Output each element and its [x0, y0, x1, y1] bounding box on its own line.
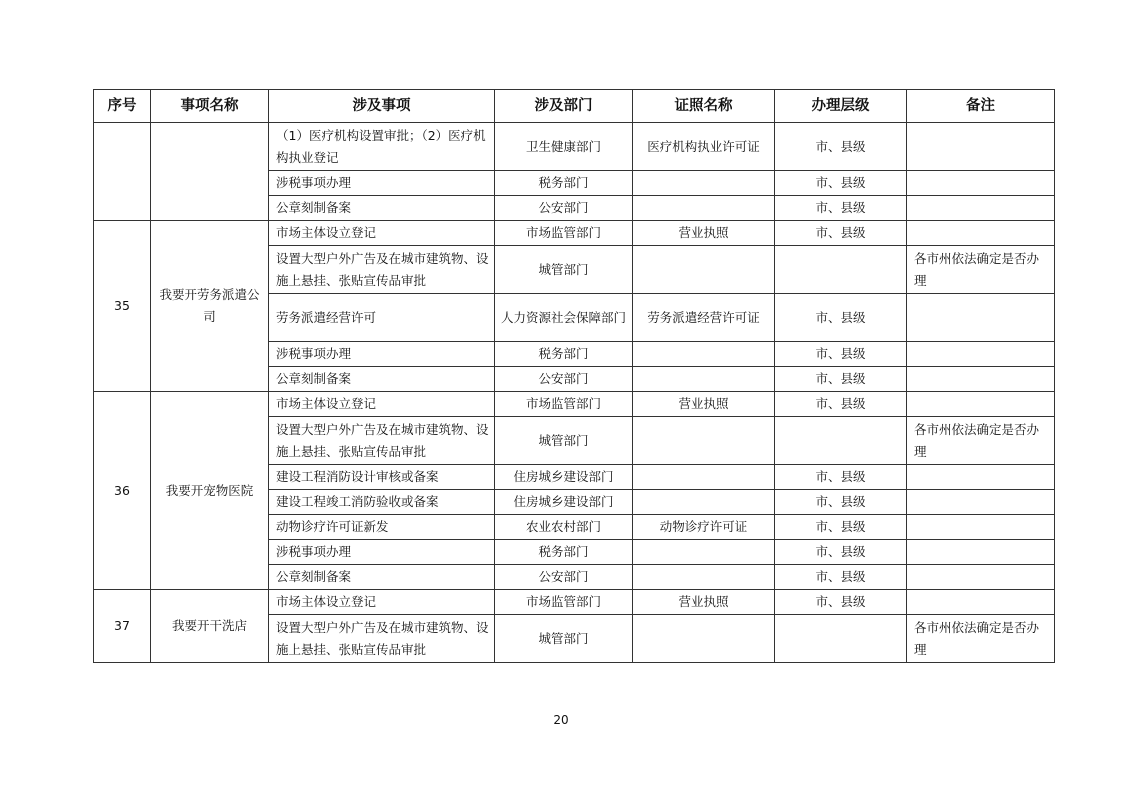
cell-involved-item: 设置大型户外广告及在城市建筑物、设施上悬挂、张贴宣传品审批	[269, 246, 495, 294]
header-matter-name: 事项名称	[151, 90, 269, 123]
cell-level: 市、县级	[775, 123, 907, 171]
cell-level: 市、县级	[775, 342, 907, 367]
cell-matter-name	[151, 123, 269, 221]
cell-level: 市、县级	[775, 196, 907, 221]
cell-matter-name: 我要开干洗店	[151, 590, 269, 663]
cell-department: 公安部门	[495, 367, 633, 392]
cell-level: 市、县级	[775, 171, 907, 196]
cell-involved-item: 动物诊疗许可证新发	[269, 515, 495, 540]
cell-remarks	[907, 123, 1055, 171]
cell-remarks	[907, 294, 1055, 342]
cell-department: 人力资源社会保障部门	[495, 294, 633, 342]
cell-no: 36	[94, 392, 151, 590]
cell-license: 营业执照	[633, 392, 775, 417]
header-department: 涉及部门	[495, 90, 633, 123]
cell-level: 市、县级	[775, 392, 907, 417]
cell-level: 市、县级	[775, 590, 907, 615]
cell-license	[633, 246, 775, 294]
table-row	[94, 221, 1055, 246]
cell-remarks	[907, 490, 1055, 515]
cell-department: 城管部门	[495, 417, 633, 465]
cell-remarks	[907, 171, 1055, 196]
cell-remarks	[907, 540, 1055, 565]
cell-remarks	[907, 342, 1055, 367]
cell-no: 37	[94, 590, 151, 663]
cell-level: 市、县级	[775, 490, 907, 515]
cell-involved-item: 市场主体设立登记	[269, 221, 495, 246]
cell-license	[633, 367, 775, 392]
cell-level: 市、县级	[775, 367, 907, 392]
cell-license	[633, 615, 775, 663]
cell-remarks: 各市州依法确定是否办理	[907, 246, 1055, 294]
cell-license	[633, 465, 775, 490]
cell-license	[633, 417, 775, 465]
cell-level: 市、县级	[775, 565, 907, 590]
cell-remarks	[907, 221, 1055, 246]
cell-department: 城管部门	[495, 615, 633, 663]
header-remarks: 备注	[907, 90, 1055, 123]
cell-remarks	[907, 515, 1055, 540]
table-row	[94, 392, 1055, 417]
cell-level: 市、县级	[775, 515, 907, 540]
cell-remarks	[907, 367, 1055, 392]
page-number: 20	[553, 713, 569, 727]
cell-level: 市、县级	[775, 465, 907, 490]
header-level: 办理层级	[775, 90, 907, 123]
header-license: 证照名称	[633, 90, 775, 123]
cell-license	[633, 565, 775, 590]
cell-involved-item: 涉税事项办理	[269, 540, 495, 565]
header-row	[94, 90, 1055, 123]
cell-license	[633, 490, 775, 515]
cell-remarks	[907, 392, 1055, 417]
cell-involved-item: 公章刻制备案	[269, 367, 495, 392]
cell-department: 市场监管部门	[495, 590, 633, 615]
matters-table	[93, 89, 1055, 663]
cell-remarks	[907, 565, 1055, 590]
header-no: 序号	[94, 90, 151, 123]
cell-department: 农业农村部门	[495, 515, 633, 540]
table-row	[94, 590, 1055, 615]
cell-involved-item: 公章刻制备案	[269, 196, 495, 221]
cell-department: 卫生健康部门	[495, 123, 633, 171]
cell-department: 市场监管部门	[495, 221, 633, 246]
cell-involved-item: 设置大型户外广告及在城市建筑物、设施上悬挂、张贴宣传品审批	[269, 417, 495, 465]
cell-level	[775, 246, 907, 294]
cell-level: 市、县级	[775, 294, 907, 342]
cell-involved-item: 市场主体设立登记	[269, 392, 495, 417]
cell-no: 35	[94, 221, 151, 392]
cell-level: 市、县级	[775, 221, 907, 246]
cell-level: 市、县级	[775, 540, 907, 565]
cell-remarks: 各市州依法确定是否办理	[907, 615, 1055, 663]
header-involved-items: 涉及事项	[269, 90, 495, 123]
cell-license: 营业执照	[633, 590, 775, 615]
cell-remarks	[907, 590, 1055, 615]
table-body	[94, 123, 1055, 663]
cell-license: 营业执照	[633, 221, 775, 246]
cell-remarks	[907, 465, 1055, 490]
cell-department: 税务部门	[495, 540, 633, 565]
cell-involved-item: 建设工程消防设计审核或备案	[269, 465, 495, 490]
cell-license	[633, 540, 775, 565]
cell-license: 劳务派遣经营许可证	[633, 294, 775, 342]
cell-license	[633, 196, 775, 221]
cell-level	[775, 417, 907, 465]
cell-level	[775, 615, 907, 663]
cell-department: 市场监管部门	[495, 392, 633, 417]
cell-matter-name: 我要开劳务派遣公司	[151, 221, 269, 392]
cell-license: 医疗机构执业许可证	[633, 123, 775, 171]
cell-matter-name: 我要开宠物医院	[151, 392, 269, 590]
cell-involved-item: 涉税事项办理	[269, 171, 495, 196]
cell-license: 动物诊疗许可证	[633, 515, 775, 540]
cell-remarks: 各市州依法确定是否办理	[907, 417, 1055, 465]
table-row	[94, 123, 1055, 171]
cell-department: 公安部门	[495, 196, 633, 221]
cell-license	[633, 171, 775, 196]
table-header	[94, 90, 1055, 123]
cell-involved-item: 劳务派遣经营许可	[269, 294, 495, 342]
cell-remarks	[907, 196, 1055, 221]
cell-involved-item: 建设工程竣工消防验收或备案	[269, 490, 495, 515]
cell-involved-item: 公章刻制备案	[269, 565, 495, 590]
cell-department: 公安部门	[495, 565, 633, 590]
cell-department: 住房城乡建设部门	[495, 490, 633, 515]
cell-department: 税务部门	[495, 171, 633, 196]
cell-department: 税务部门	[495, 342, 633, 367]
cell-department: 城管部门	[495, 246, 633, 294]
cell-involved-item: 市场主体设立登记	[269, 590, 495, 615]
cell-involved-item: 设置大型户外广告及在城市建筑物、设施上悬挂、张贴宣传品审批	[269, 615, 495, 663]
cell-department: 住房城乡建设部门	[495, 465, 633, 490]
cell-no	[94, 123, 151, 221]
cell-license	[633, 342, 775, 367]
cell-involved-item: 涉税事项办理	[269, 342, 495, 367]
cell-involved-item: （1）医疗机构设置审批；（2）医疗机构执业登记	[269, 123, 495, 171]
